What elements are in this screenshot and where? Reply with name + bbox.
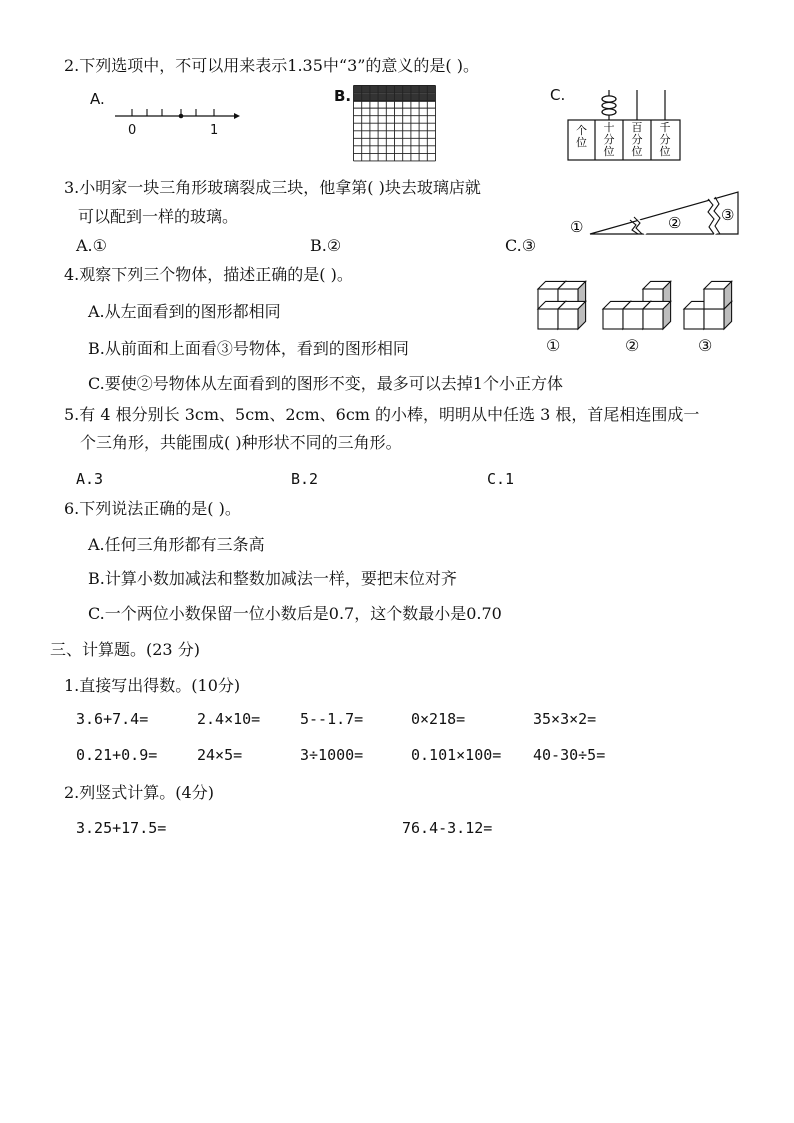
abacus-col-ones-1: 个 xyxy=(576,124,587,137)
calc-r2-c4: 0.101×100= xyxy=(411,746,502,764)
grid-shaded-cell xyxy=(419,86,427,94)
calc-r1-c3: 5--1.7= xyxy=(300,710,364,728)
grid-shaded-cell xyxy=(378,86,386,94)
number-line-zero: 0 xyxy=(128,123,137,138)
grid-shaded-cell xyxy=(362,86,370,94)
abacus-col-tenths-3: 位 xyxy=(603,145,615,158)
calc-r2-c3: 3÷1000= xyxy=(300,746,364,764)
vertical-calc-1: 3.25+17.5= xyxy=(76,819,167,837)
calc-r2-c1: 0.21+0.9= xyxy=(76,746,158,764)
q5-option-a: A.3 xyxy=(76,470,104,488)
abacus-col-thousandths-2: 分 xyxy=(659,133,671,146)
cube-front-face xyxy=(643,309,663,329)
cube-front-face xyxy=(704,309,724,329)
calc-r1-c2: 2.4×10= xyxy=(197,710,261,728)
cube-label-2: ② xyxy=(625,336,640,355)
q2-stem: 2.下列选项中，不可以用来表示1.35中“3”的意义的是( )。 xyxy=(64,56,480,75)
grid-shaded-cell xyxy=(403,86,411,94)
abacus-col-hundredths-2: 分 xyxy=(631,133,643,146)
calc-r1-c4: 0×218= xyxy=(411,710,466,728)
section3-sub2-title: 2.列竖式计算。(4分) xyxy=(64,783,214,802)
q2-option-a-label: A. xyxy=(90,90,105,108)
q3-option-c: C.③ xyxy=(505,236,537,255)
q5-option-c: C.1 xyxy=(487,470,515,488)
q3-option-b: B.② xyxy=(310,236,342,255)
abacus-col-tenths-2: 分 xyxy=(603,133,615,146)
number-line-figure xyxy=(110,100,240,140)
q3-option-a: A.① xyxy=(76,236,107,255)
glass-piece-3-label: ③ xyxy=(721,206,735,224)
q5-stem-line1: 5.有 4 根分别长 3cm、5cm、2cm、6cm 的小棒，明明从中任选 3 根，首尾相连围成一 xyxy=(64,405,700,424)
q5-option-b: B.2 xyxy=(291,470,319,488)
q5-stem-line2: 个三角形，共能围成( )种形状不同的三角形。 xyxy=(80,433,402,452)
cube-label-1: ① xyxy=(546,336,561,355)
q2-option-b-label: B. xyxy=(334,87,352,105)
q2-option-c-label: C. xyxy=(550,86,566,104)
number-line-one: 1 xyxy=(210,123,219,138)
abacus-col-hundredths-1: 百 xyxy=(631,121,643,134)
section3-title: 三、计算题。(23 分) xyxy=(50,640,200,659)
cube-front-face xyxy=(704,289,724,309)
glass-piece-2-label: ② xyxy=(668,214,682,232)
grid-shaded-cell xyxy=(354,86,362,94)
cube-front-face xyxy=(558,309,578,329)
grid-shaded-cell xyxy=(427,86,435,94)
abacus-col-tenths-1: 十 xyxy=(603,121,615,134)
grid-shaded-cell xyxy=(411,86,419,94)
section3-sub1-title: 1.直接写出得数。(10分) xyxy=(64,676,241,695)
cube-front-face xyxy=(603,309,623,329)
calc-r1-c1: 3.6+7.4= xyxy=(76,710,149,728)
calc-r2-c5: 40-30÷5= xyxy=(533,746,606,764)
cube-front-face xyxy=(538,309,558,329)
abacus-figure xyxy=(568,84,680,162)
grid-shaded-cell xyxy=(370,86,378,94)
grid-shaded-cell xyxy=(395,86,403,94)
q4-stem: 4.观察下列三个物体，描述正确的是( )。 xyxy=(64,265,353,284)
abacus-col-thousandths-3: 位 xyxy=(659,145,671,158)
broken-glass-figure xyxy=(570,190,742,238)
cube-object-3 xyxy=(682,277,740,335)
grid-shaded-cell xyxy=(386,86,394,94)
calc-r2-c2: 24×5= xyxy=(197,746,243,764)
vertical-calc-2: 76.4-3.12= xyxy=(402,819,493,837)
q3-stem-line1: 3.小明家一块三角形玻璃裂成三块，他拿第( )块去玻璃店就 xyxy=(64,178,481,197)
cube-object-1 xyxy=(536,277,602,335)
q4-option-a: A.从左面看到的图形都相同 xyxy=(88,302,281,321)
abacus-col-thousandths-1: 千 xyxy=(659,121,671,134)
glass-piece-1-label: ① xyxy=(570,218,584,236)
q4-option-c: C.要使②号物体从左面看到的图形不变，最多可以去掉1个小正方体 xyxy=(88,374,563,393)
abacus-col-hundredths-3: 位 xyxy=(631,145,643,158)
q4-option-b: B.从前面和上面看③号物体，看到的图形相同 xyxy=(88,339,409,358)
hundred-grid-figure xyxy=(353,85,437,161)
cube-label-3: ③ xyxy=(698,336,713,355)
q6-option-a: A.任何三角形都有三条高 xyxy=(88,535,265,554)
cube-front-face xyxy=(623,309,643,329)
q6-option-b: B.计算小数加减法和整数加减法一样，要把末位对齐 xyxy=(88,569,457,588)
q6-option-c: C.一个两位小数保留一位小数后是0.7，这个数最小是0.70 xyxy=(88,604,502,623)
abacus-col-ones-2: 位 xyxy=(576,136,587,149)
calc-r1-c5: 35×3×2= xyxy=(533,710,597,728)
cube-object-2 xyxy=(601,277,671,335)
cube-front-face xyxy=(684,309,704,329)
q6-stem: 6.下列说法正确的是( )。 xyxy=(64,499,241,518)
q3-stem-line2: 可以配到一样的玻璃。 xyxy=(78,207,239,226)
